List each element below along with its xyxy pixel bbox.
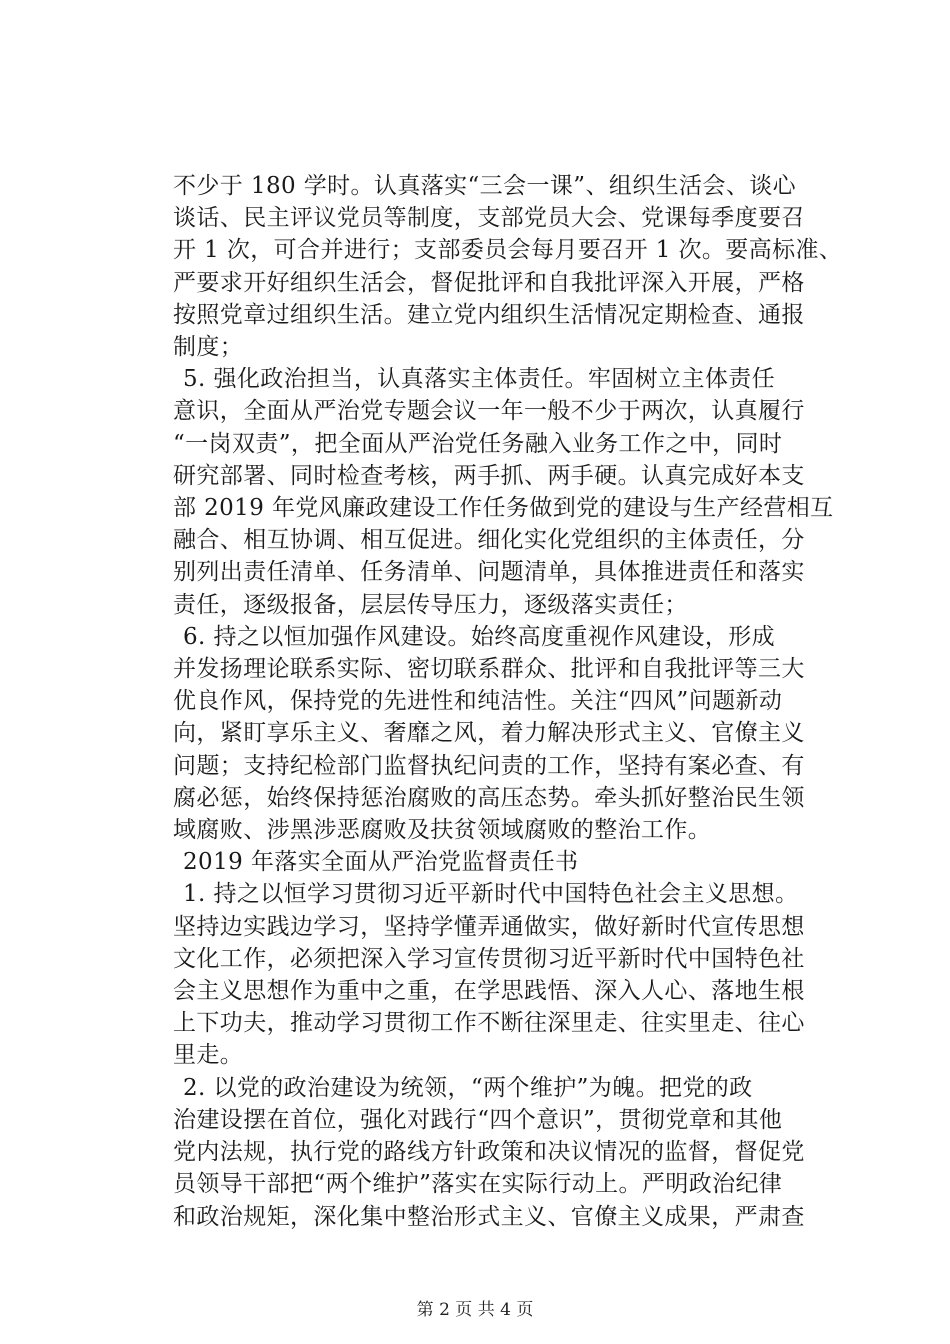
text-line: 治建设摆在首位，强化对践行“四个意识”，贯彻党章和其他 bbox=[173, 1106, 783, 1133]
section-heading bbox=[173, 846, 837, 878]
paragraph-continued bbox=[173, 170, 843, 363]
text-line: 责任，逐级报备，层层传导压力，逐级落实责任； bbox=[173, 591, 688, 618]
text-line: “一岗双责”，把全面从严治党任务融入业务工作之中，同时 bbox=[173, 430, 783, 457]
text-line: 里走。 bbox=[173, 1042, 244, 1069]
text-line: 并发扬理论联系实际、密切联系群众、批评和自我批评等三大 bbox=[173, 656, 805, 683]
text-line: 意识，全面从严治党专题会议一年一般不少于两次，认真履行 bbox=[173, 398, 805, 425]
text-line: 研究部署、同时检查考核，两手抓、两手硬。认真完成好本支 bbox=[173, 462, 805, 489]
text-line: 向，紧盯享乐主义、奢靡之风，着力解决形式主义、官僚主义 bbox=[173, 720, 805, 747]
text-line: 1. 持之以恒学习贯彻习近平新时代中国特色社会主义思想。 bbox=[183, 881, 799, 908]
text-line: 部 2019 年党风廉政建设工作任务做到党的建设与生产经营相互 bbox=[173, 495, 834, 522]
text-line: 严要求开好组织生活会，督促批评和自我批评深入开展，严格 bbox=[173, 269, 805, 296]
heading-text: 2019 年落实全面从严治党监督责任书 bbox=[183, 849, 579, 876]
text-line: 按照党章过组织生活。建立党内组织生活情况定期检查、通报 bbox=[173, 301, 805, 328]
text-line: 党内法规，执行党的路线方针政策和决议情况的监督，督促党 bbox=[173, 1139, 805, 1166]
text-line: 会主义思想作为重中之重，在学思践悟、深入人心、落地生根 bbox=[173, 978, 805, 1005]
text-line: 员领导干部把“两个维护”落实在实际行动上。严明政治纪律 bbox=[173, 1171, 783, 1198]
text-line: 别列出责任清单、任务清单、问题清单，具体推进责任和落实 bbox=[173, 559, 805, 586]
text-line: 不少于 180 学时。认真落实“三会一课”、组织生活会、谈心 bbox=[173, 173, 797, 199]
paragraph-item-6 bbox=[173, 621, 837, 846]
text-line: 优良作风，保持党的先进性和纯洁性。关注“四风”问题新动 bbox=[173, 688, 783, 715]
text-line: 制度； bbox=[173, 334, 244, 361]
text-line: 坚持边实践边学习，坚持学懂弄通做实，做好新时代宣传思想 bbox=[173, 913, 805, 940]
paragraph-item-2 bbox=[173, 1072, 837, 1233]
page-number-label: 第 2 页 共 4 页 bbox=[416, 1300, 534, 1320]
text-line: 谈话、民主评议党员等制度，支部党员大会、党课每季度要召 bbox=[173, 205, 805, 232]
paragraph-item-5 bbox=[173, 363, 837, 621]
text-line: 融合、相互协调、相互促进。细化实化党组织的主体责任，分 bbox=[173, 527, 805, 554]
document-body bbox=[173, 170, 843, 1233]
text-line: 2. 以党的政治建设为统领，“两个维护”为魄。把党的政 bbox=[183, 1074, 753, 1101]
text-line: 腐必惩，始终保持惩治腐败的高压态势。牵头抓好整治民生领 bbox=[173, 784, 805, 811]
text-line: 开 1 次，可合并进行；支部委员会每月要召开 1 次。要高标准、 bbox=[173, 237, 843, 264]
text-line: 5. 强化政治担当，认真落实主体责任。牢固树立主体责任 bbox=[183, 366, 776, 393]
text-line: 和政治规矩，深化集中整治形式主义、官僚主义成果，严肃查 bbox=[173, 1203, 805, 1230]
text-line: 6. 持之以恒加强作风建设。始终高度重视作风建设，形成 bbox=[183, 623, 776, 650]
text-line: 问题；支持纪检部门监督执纪问责的工作，坚持有案必查、有 bbox=[173, 752, 805, 779]
text-line: 文化工作，必须把深入学习宣传贯彻习近平新时代中国特色社 bbox=[173, 945, 805, 972]
paragraph-item-1 bbox=[173, 878, 837, 1071]
text-line: 域腐败、涉黑涉恶腐败及扶贫领域腐败的整治工作。 bbox=[173, 817, 712, 844]
text-line: 上下功夫，推动学习贯彻工作不断往深里走、往实里走、往心 bbox=[173, 1010, 805, 1037]
page-footer bbox=[0, 1295, 950, 1320]
